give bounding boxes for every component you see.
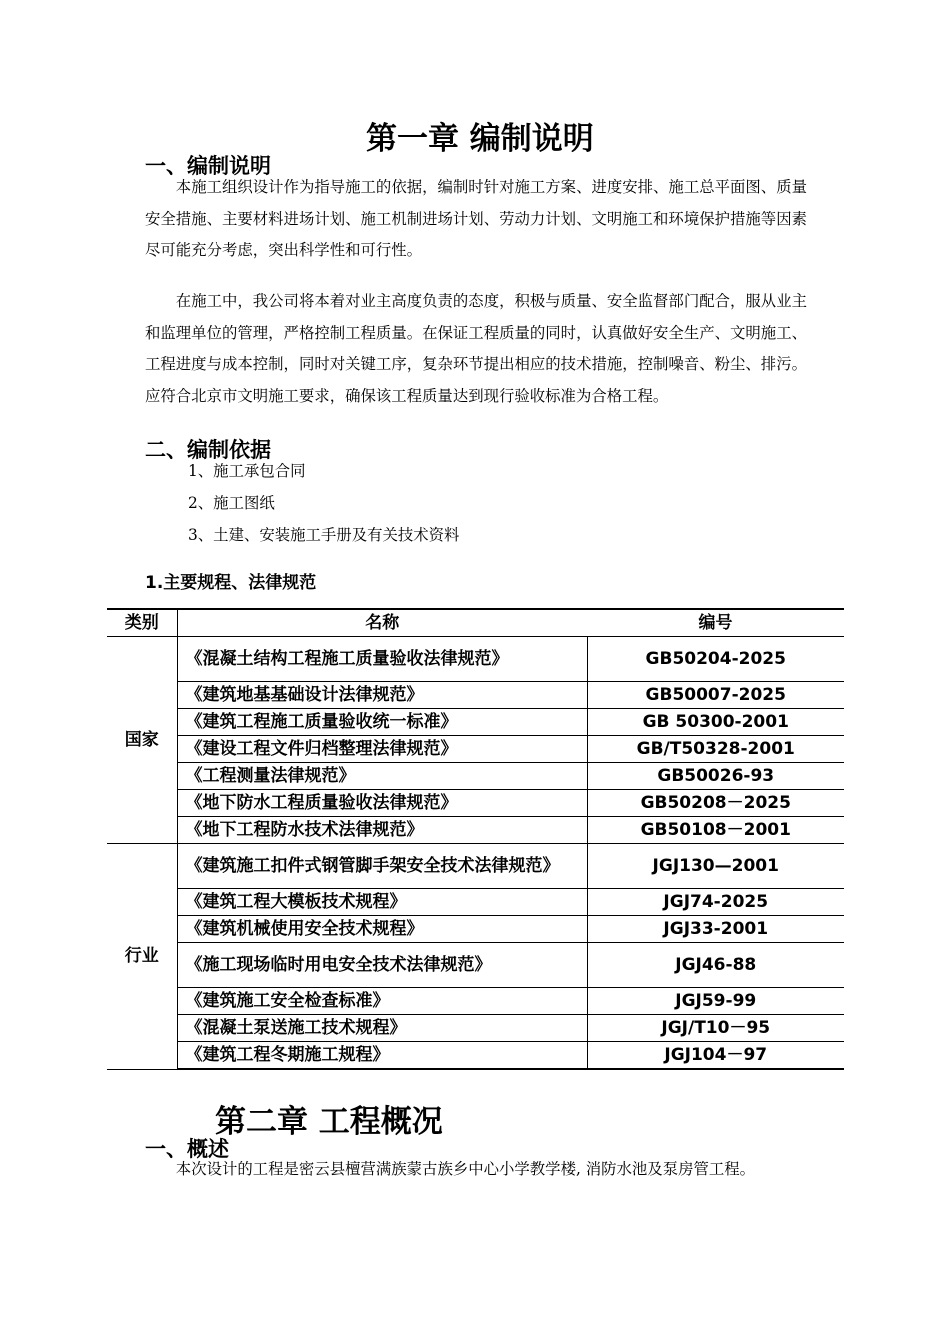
regulation-name: 《建筑工程大模板技术规程》: [177, 889, 587, 916]
table-row: [107, 817, 844, 844]
regulation-code: JGJ130—2001: [587, 844, 844, 889]
overview-heading: 一、概述: [145, 1137, 229, 1161]
regulation-name: 《建筑地基基础设计法律规范》: [177, 682, 587, 709]
regulation-code: GB 50300-2001: [587, 709, 844, 736]
table-row: [107, 709, 844, 736]
chapter-1-title: 第一章 编制说明: [366, 121, 594, 157]
overview-paragraph: 本次设计的工程是密云县檀营满族蒙古族乡中心小学教学楼, 消防水池及泵房管工程。: [175, 1160, 756, 1178]
basis-item-3: 3、土建、安装施工手册及有关技术资料: [188, 526, 460, 544]
regulation-code: JGJ59-99: [587, 988, 844, 1015]
regulation-name: 《建筑施工扣件式钢管脚手架安全技术法律规范》: [177, 844, 587, 889]
table-row: [107, 790, 844, 817]
regulation-name: 《施工现场临时用电安全技术法律规范》: [177, 943, 587, 988]
regulation-name: 《地下工程防水技术法律规范》: [177, 817, 587, 844]
basis-item-2: 2、施工图纸: [188, 494, 275, 512]
regulation-code: GB50108－2001: [587, 817, 844, 844]
regulation-code: GB50204-2025: [587, 637, 844, 682]
table-row: [107, 988, 844, 1015]
regulation-code: JGJ/T10－95: [587, 1015, 844, 1042]
regulation-name: 《混凝土结构工程施工质量验收法律规范》: [177, 637, 587, 682]
category-industry: 行业: [107, 844, 177, 1070]
table-row: [107, 736, 844, 763]
regulation-name: 《地下防水工程质量验收法律规范》: [177, 790, 587, 817]
table-row: [107, 1015, 844, 1042]
regulation-name: 《建设工程文件归档整理法律规范》: [177, 736, 587, 763]
table-row: [107, 916, 844, 943]
regulation-code: GB50007-2025: [587, 682, 844, 709]
regulation-code: JGJ104－97: [587, 1042, 844, 1070]
regulations-table: [107, 608, 844, 1070]
table-row: [107, 943, 844, 988]
regulation-name: 《混凝土泵送施工技术规程》: [177, 1015, 587, 1042]
basis-item-1: 1、施工承包合同: [188, 462, 306, 480]
regulation-code: JGJ33-2001: [587, 916, 844, 943]
chapter-2-title: 第二章 工程概况: [215, 1104, 443, 1140]
table-row: [107, 1042, 844, 1070]
regulation-code: JGJ74-2025: [587, 889, 844, 916]
table-row: [107, 889, 844, 916]
regulation-code: JGJ46-88: [587, 943, 844, 988]
header-category: 类别: [107, 609, 177, 637]
table-header-row: [107, 609, 844, 637]
category-national: 国家: [107, 637, 177, 844]
section-1-paragraph-1: 本施工组织设计作为指导施工的依据，编制时针对施工方案、进度安排、施工总平面图、质量安全措施、主要材料进场计划、施工机制进场计划、劳动力计划、文明施工和环境保护措施等因素尽可能充分考虑，突出科学性和可行性。: [145, 178, 807, 259]
regulation-name: 《建筑施工安全检查标准》: [177, 988, 587, 1015]
regulation-name: 《建筑工程施工质量验收统一标准》: [177, 709, 587, 736]
regulation-name: 《工程测量法律规范》: [177, 763, 587, 790]
header-code: 编号: [587, 609, 844, 637]
regulation-name: 《建筑机械使用安全技术规程》: [177, 916, 587, 943]
header-name: 名称: [177, 609, 587, 637]
table-row: [107, 682, 844, 709]
regulation-code: GB/T50328-2001: [587, 736, 844, 763]
table-row: [107, 637, 844, 682]
regulation-name: 《建筑工程冬期施工规程》: [177, 1042, 587, 1070]
section-2-heading: 二、编制依据: [145, 438, 271, 462]
table-row: [107, 763, 844, 790]
regulation-code: GB50208－2025: [587, 790, 844, 817]
regulations-subheading: 1.主要规程、法律规范: [145, 573, 317, 593]
section-1-paragraph-2: 在施工中，我公司将本着对业主高度负责的态度，积极与质量、安全监督部门配合，服从业主和监理单位的管理，严格控制工程质量。在保证工程质量的同时，认真做好安全生产、文明施工、工程进度与成本控制，同时对关键工序，复杂环节提出相应的技术措施，控制噪音、粉尘、排污。应符合北京市文明施工要求，确保该工程质量达到现行验收标准为合格工程。: [145, 292, 807, 405]
table-row: [107, 844, 844, 889]
regulation-code: GB50026-93: [587, 763, 844, 790]
section-1-heading: 一、编制说明: [145, 154, 271, 178]
